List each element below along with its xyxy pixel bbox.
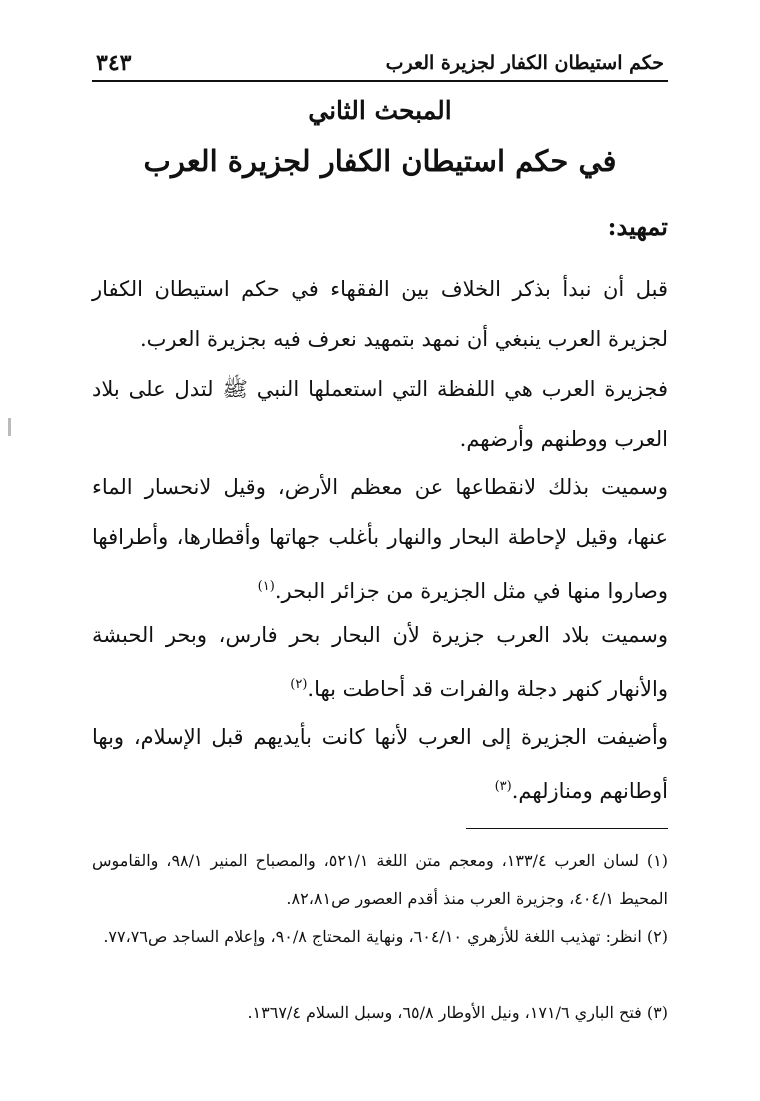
paragraph-text: وأضيفت الجزيرة إلى العرب لأنها كانت بأيديهم قبل الإسلام، وبها أوطانهم ومنازلهم.: [92, 725, 668, 803]
page-header: [92, 50, 668, 82]
running-title: حكم استيطان الكفار لجزيرة العرب: [385, 52, 664, 74]
intro-heading: تمهيد:: [607, 212, 668, 241]
scan-mark: [8, 418, 11, 436]
footnote-1: (١) لسان العرب ١٣٣/٤، ومعجم متن اللغة ٥٢١/١، والمصباح المنير ٩٨/١، والقاموس المحيط ٤٠٤/١، وجزيرة العرب منذ أقدم العصور ص٨٢،٨١.: [92, 851, 669, 908]
footnote-divider: [466, 828, 668, 829]
footnote-2: (٢) انظر: تهذيب اللغة للأزهري ٦٠٤/١٠، ونهاية المحتاج ٩٠/٨، وإعلام الساجد ص٧٧،٧٦.: [103, 927, 668, 946]
paragraph-3: [92, 462, 668, 616]
paragraph-5: [92, 712, 668, 816]
footnote-ref: (١): [257, 579, 275, 594]
paragraph-1: [92, 264, 668, 364]
paragraph-2: [92, 364, 668, 464]
footnote-3: (٣) فتح الباري ١٧١/٦، ونيل الأوطار ٦٥/٨، وسبل السلام ١٣٦٧/٤.: [247, 1003, 668, 1022]
footnote-ref: (٢): [290, 677, 308, 692]
paragraph-text: وسميت بذلك لانقطاعها عن معظم الأرض، وقيل لانحسار الماء عنها، وقيل لإحاطة البحار والنهار بأغلب جهاتها وأقطارها، وأطرافها وصاروا منها في مثل الجزيرة من جزائر البحر.: [92, 475, 668, 603]
section-number: المبحث الثاني: [308, 96, 452, 125]
paragraph-text: وسميت بلاد العرب جزيرة لأن البحار بحر فارس، وبحر الحبشة والأنهار كنهر دجلة والفرات قد أحاطت بها.: [92, 623, 668, 701]
page-number: ٣٤٣: [96, 50, 132, 76]
paragraph-4: [92, 610, 668, 714]
footnote-ref: (٣): [494, 779, 512, 794]
paragraph-text: فجزيرة العرب هي اللفظة التي استعملها النبي ﷺ لتدل على بلاد العرب ووطنهم وأرضهم.: [92, 377, 668, 451]
section-title: في حكم استيطان الكفار لجزيرة العرب: [143, 144, 617, 178]
paragraph-text: قبل أن نبدأ بذكر الخلاف بين الفقهاء في حكم استيطان الكفار لجزيرة العرب ينبغي أن نمهد بتمهيد نعرف فيه بجزيرة العرب.: [92, 277, 668, 351]
